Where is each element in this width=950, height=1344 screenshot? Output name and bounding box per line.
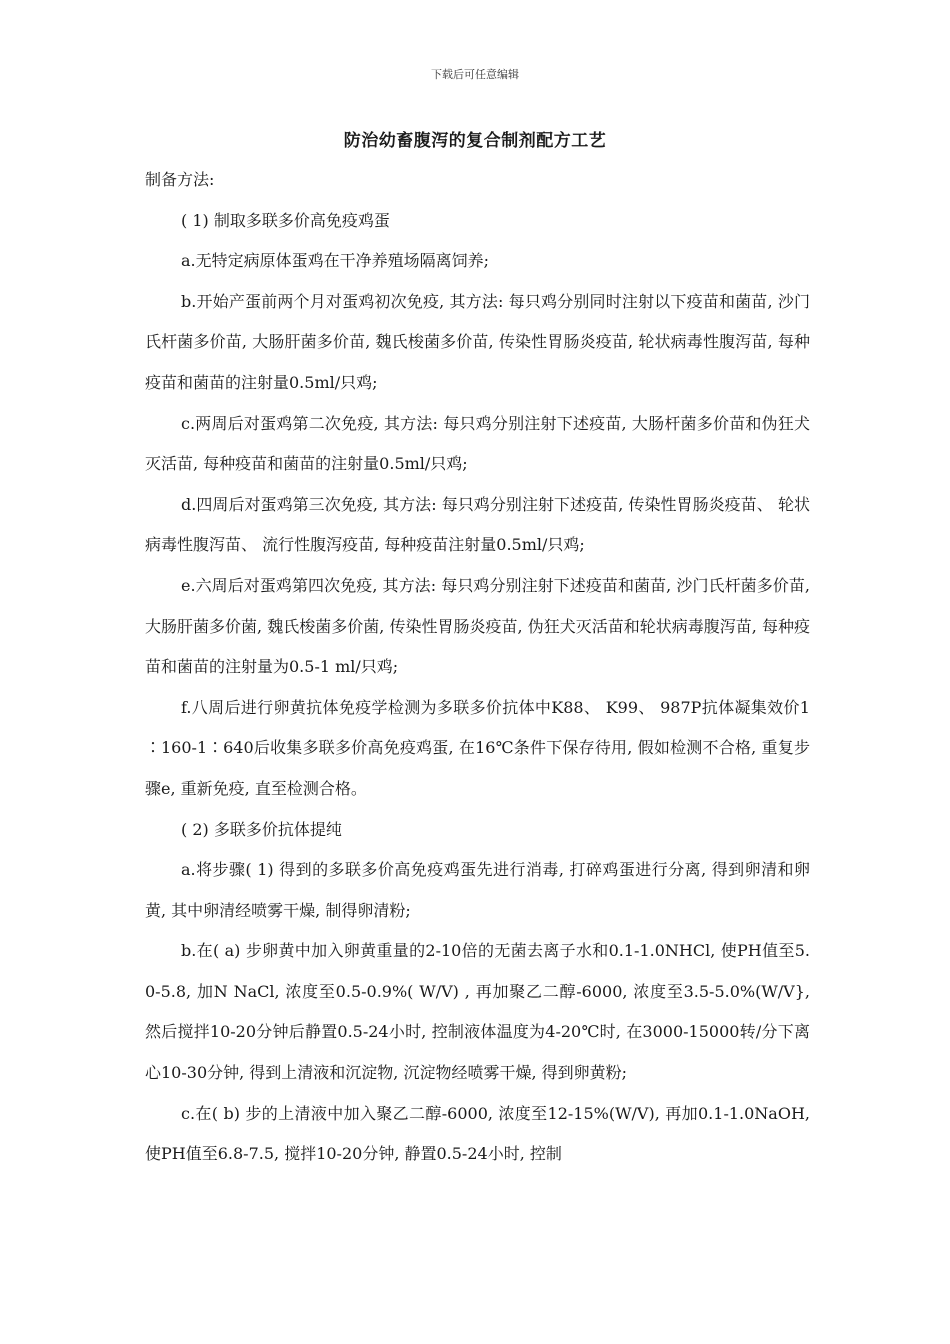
paragraph-step-1c: c.两周后对蛋鸡第二次免疫, 其方法: 每只鸡分别注射下述疫苗, 大肠杆菌多价苗和伪狂犬灭活苗, 每种疫苗和菌苗的注射量0.5ml/只鸡; [145,413,810,474]
paragraph-step-2a: a.将步骤( 1) 得到的多联多价高免疫鸡蛋先进行消毒, 打碎鸡蛋进行分离, 得到卵清和卵黄, 其中卵清经喷雾干燥, 制得卵清粉; [145,860,810,920]
paragraph-step-1f: f.八周后进行卵黄抗体免疫学检测为多联多价抗体中K88、 K99、 987P抗体凝集效价1∶160-1∶640后收集多联多价高免疫鸡蛋, 在16℃条件下保存待用, 假如检测不合格, 重复步骤e, 重新免疫, 直至检测合格。 [145,697,810,798]
paragraph-step-1a: a.无特定病原体蛋鸡在干净养殖场隔离饲养; [181,251,490,271]
document-body [145,160,810,1175]
document-title: 防治幼畜腹泻的复合制剂配方工艺 [343,131,607,151]
paragraph-step-1e: e.六周后对蛋鸡第四次免疫, 其方法: 每只鸡分别注射下述疫苗和菌苗, 沙门氏杆菌多价苗, 大肠肝菌多价菌, 魏氏梭菌多价菌, 传染性胃肠炎疫苗, 伪狂犬灭活苗和轮状病毒腹泻苗, 每种疫苗和菌苗的注射量为0.5-1 ml/只鸡; [145,575,810,677]
paragraph-step-1b: b.开始产蛋前两个月对蛋鸡初次免疫, 其方法: 每只鸡分别同时注射以下疫苗和菌苗, 沙门氏杆菌多价苗, 大肠肝菌多价苗, 魏氏梭菌多价苗, 传染性胃肠炎疫苗, 轮状病毒性腹泻苗, 每种疫苗和菌苗的注射量0.5ml/只鸡; [145,291,810,392]
paragraph-step-1d: d.四周后对蛋鸡第三次免疫, 其方法: 每只鸡分别注射下述疫苗, 传染性胃肠炎疫苗、 轮状病毒性腹泻苗、 流行性腹泻疫苗, 每种疫苗注射量0.5ml/只鸡; [145,494,810,555]
section-label: 制备方法: [145,170,215,189]
paragraph-step-2b: b.在( a) 步卵黄中加入卵黄重量的2-10倍的无菌去离子水和0.1-1.0NHCl, 使PH值至5.0-5.8, 加N NaCl, 浓度至0.5-0.9%( W/V) , 再加聚乙二醇-6000, 浓度至3.5-5.0%(W/V}, 然后搅拌10-20分钟后静置0.5-24小时, 控制液体温度为4-20℃时, 在3000-15000转/分下离心10-30分钟, 得到上清液和沉淀物, 沉淀物经喷雾干燥, 得到卵黄粉; [145,941,810,1083]
page-header-note: 下载后可任意编辑 [431,68,519,81]
paragraph-step-2-heading: ( 2) 多联多价抗体提纯 [181,819,342,839]
paragraph-step-1-heading: ( 1) 制取多联多价高免疫鸡蛋 [181,210,390,230]
paragraph-step-2c: c.在( b) 步的上清液中加入聚乙二醇-6000, 浓度至12-15%(W/V), 再加0.1-1.0NaOH, 使PH值至6.8-7.5, 搅拌10-20分钟, 静置0.5-24小时, 控制 [145,1103,810,1164]
